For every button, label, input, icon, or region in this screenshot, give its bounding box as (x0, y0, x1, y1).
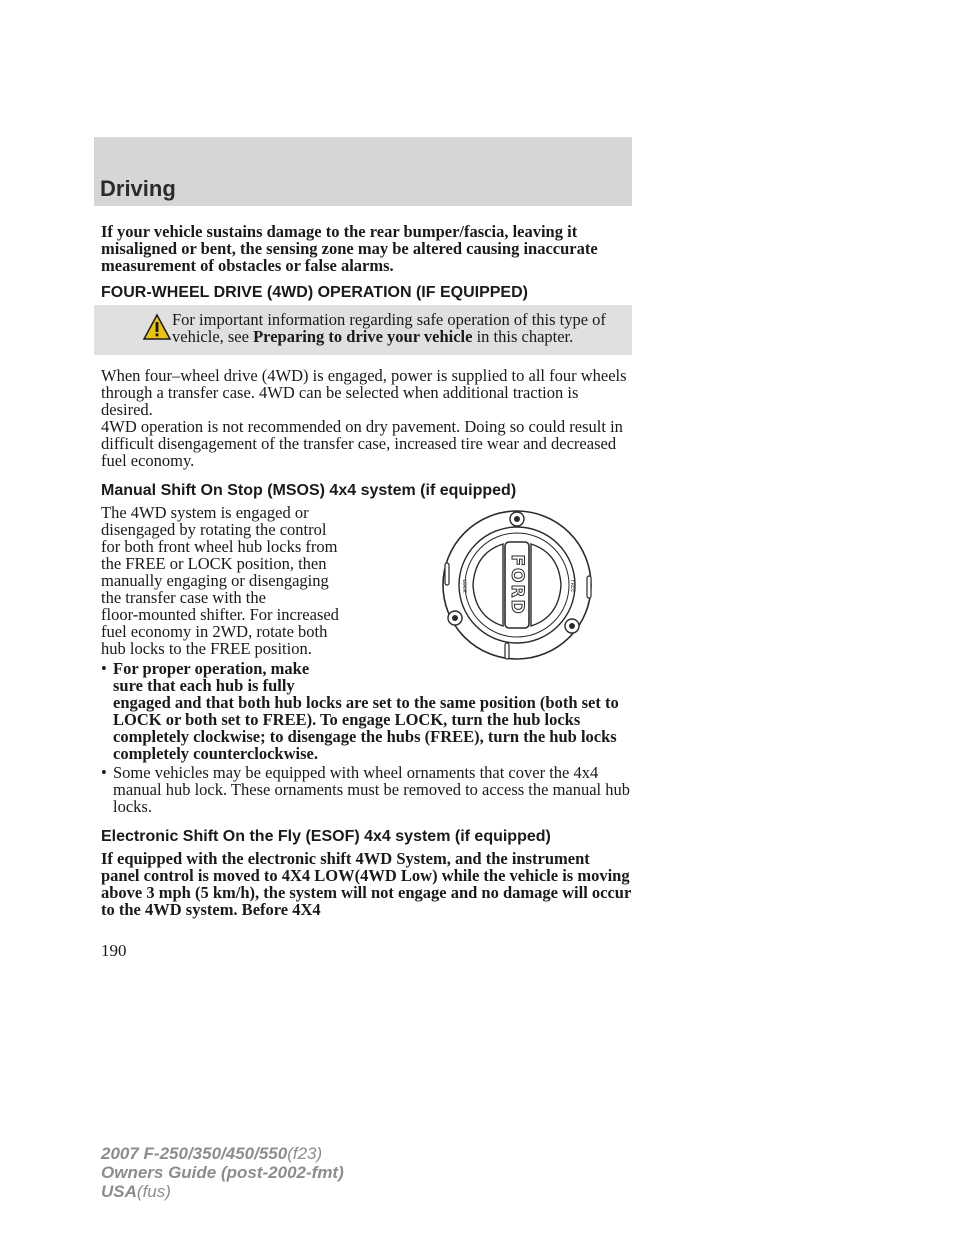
paragraph-4wd-engaged-text: When four–wheel drive (4WD) is engaged, power is supplied to all four wheels through a transfer case. 4WD can be selected when additional traction is desired. (101, 366, 627, 419)
bullet-wheel-ornaments (101, 764, 631, 819)
paragraph-esof-text: If equipped with the electronic shift 4WD System, and the instrument panel control is moved to 4X4 LOW(4WD Low) while the vehicle is moving above 3 mph (5 km/h), the system will not engage and no damage will occur to the 4WD system. Before 4X4 (101, 849, 631, 919)
warning-suffix: in this chapter. (472, 327, 574, 346)
footer-model: 2007 F-250/350/450/550 (101, 1144, 288, 1163)
paragraph-4wd-pavement-text: 4WD operation is not recommended on dry pavement. Doing so could result in difficult disengagement of the transfer case, increased tire wear and decreased fuel economy. (101, 417, 623, 470)
bullet-symbol: • (101, 763, 107, 782)
warning-text (172, 311, 632, 345)
msos-line-8: fuel economy in 2WD, rotate both (101, 622, 328, 641)
section-title: Driving (100, 176, 176, 201)
footer-line-3 (101, 1182, 344, 1201)
msos-line-4: the FREE or LOCK position, then (101, 554, 327, 573)
hub-label-free: FREE (569, 579, 575, 593)
footer-region-code: (fus) (136, 1182, 171, 1201)
bullet-proper-operation-text (113, 660, 631, 762)
warning-triangle-icon (142, 313, 172, 341)
paragraph-esof (101, 850, 631, 918)
bullet1-rest: engaged and that both hub locks are set to the same position (both set to LOCK or both set to FREE). To engage LOCK, turn the hub locks completely clockwise; to disengage the hubs (FREE), turn the hub locks completely counterclockwise. (113, 693, 619, 763)
warning-link: Preparing to drive your vehicle (253, 327, 473, 346)
bumper-warning-text: If your vehicle sustains damage to the rear bumper/fascia, leaving it misaligned or bent, the sensing zone may be altered causing inaccurate measurement of obstacles or false alarms. (101, 222, 598, 275)
msos-line-2: disengaged by rotating the control (101, 520, 327, 539)
hub-label-lock: LOCK (461, 579, 467, 593)
bullet-wheel-ornaments-text: Some vehicles may be equipped with wheel ornaments that cover the 4x4 manual hub lock. These ornaments must be removed to access the manual hub locks. (113, 763, 631, 816)
bullet-proper-operation (101, 659, 631, 763)
msos-line-1: The 4WD system is engaged or (101, 503, 309, 522)
msos-line-9: hub locks to the FREE position. (101, 639, 312, 658)
paragraph-msos (101, 504, 421, 657)
heading-esof (101, 828, 631, 846)
paragraph-4wd-pavement (101, 418, 631, 469)
heading-4wd-text: FOUR-WHEEL DRIVE (4WD) OPERATION (IF EQUIPPED) (101, 284, 528, 301)
footer-region: USA (101, 1182, 137, 1201)
heading-4wd (101, 284, 631, 302)
heading-msos-text: Manual Shift On Stop (MSOS) 4x4 system (if equipped) (101, 482, 517, 499)
heading-esof-text: Electronic Shift On the Fly (ESOF) 4x4 system (if equipped) (101, 828, 551, 845)
warning-box (94, 305, 632, 355)
msos-line-7: floor-mounted shifter. For increased (101, 605, 339, 624)
bumper-warning-paragraph (101, 223, 631, 274)
footer-model-code: (f23) (287, 1144, 323, 1163)
footer-guide: Owners Guide (post-2002-fmt) (101, 1163, 344, 1182)
page-number: 190 (101, 941, 127, 960)
footer-line-2 (101, 1163, 344, 1182)
paragraph-4wd-engaged (101, 367, 631, 418)
hub-brand-text: FORD (507, 554, 527, 616)
msos-line-6: the transfer case with the (101, 588, 266, 607)
heading-msos (101, 482, 631, 500)
bullet-symbol: • (101, 659, 107, 678)
warning-prefix: For important information regarding safe operation of this type of vehicle, see (172, 310, 606, 346)
bullet1-line-1: For proper operation, make (113, 659, 310, 678)
msos-line-3: for both front wheel hub locks from (101, 537, 338, 556)
footer-line-1 (101, 1144, 344, 1163)
bullet1-line-2: sure that each hub is fully (113, 676, 295, 695)
msos-line-5: manually engaging or disengaging (101, 571, 329, 590)
footer (101, 1144, 344, 1201)
hub-lock-illustration (425, 508, 605, 663)
